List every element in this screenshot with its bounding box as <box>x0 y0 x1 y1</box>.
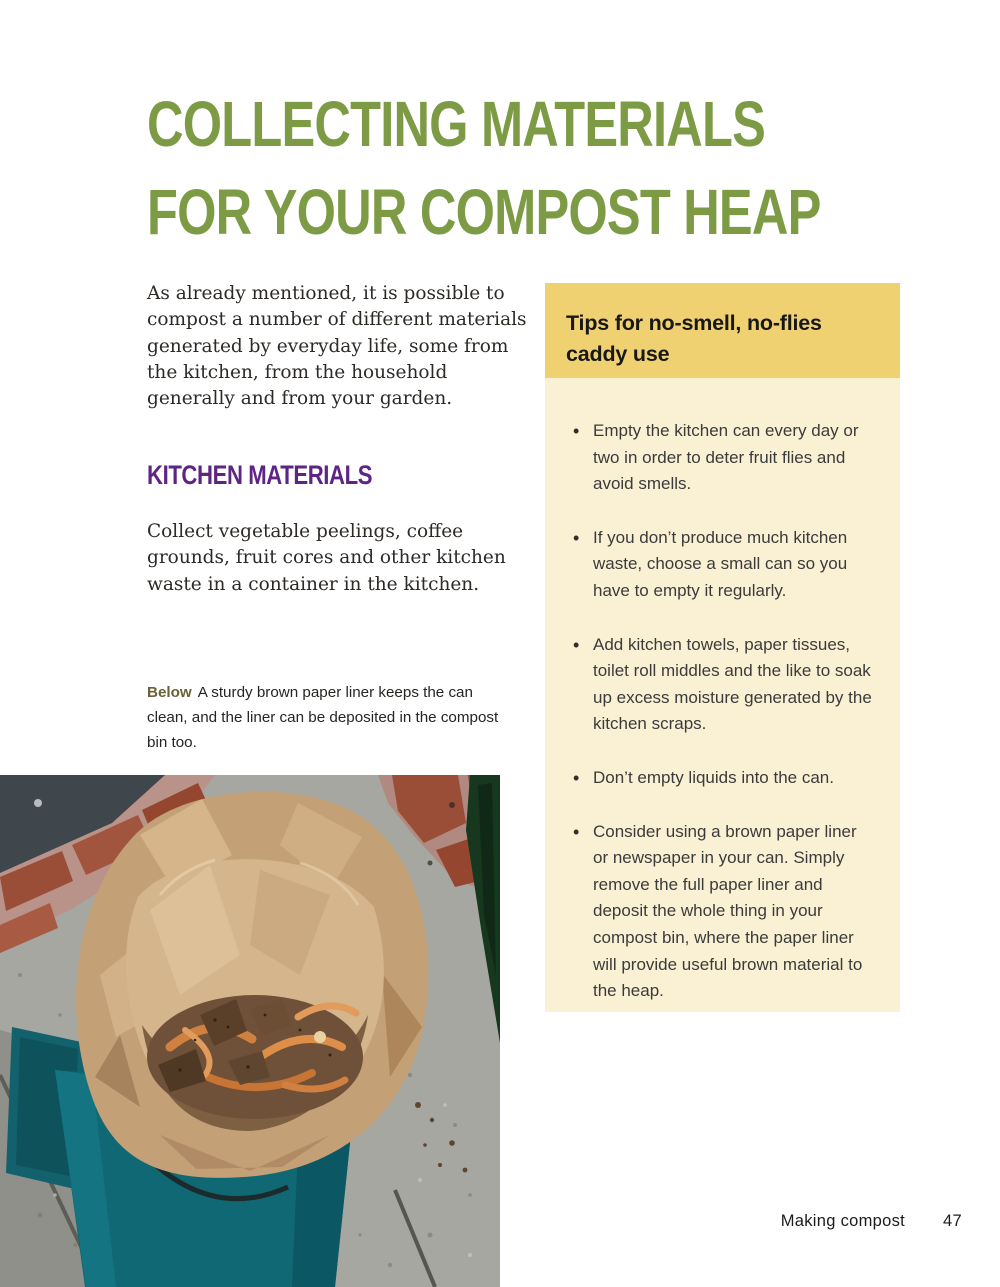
tips-list-item: • Don’t empty liquids into the can. <box>561 765 876 792</box>
page-title-line-2: FOR YOUR COMPOST HEAP <box>147 176 821 248</box>
paper-bag-liner <box>76 792 428 1178</box>
page-footer <box>781 1212 962 1231</box>
compost-caddy-illustration <box>0 775 500 1287</box>
tips-list-item: • If you don’t produce much kitchen waste, choose a small can so you have to empty it regularly. <box>561 525 876 605</box>
footer-page-number: 47 <box>943 1212 962 1230</box>
page-title <box>147 80 1000 256</box>
caption-text: A sturdy brown paper liner keeps the can clean, and the liner can be deposited in the compost bin too. <box>147 684 499 751</box>
tips-title: Tips for no-smell, no-flies caddy use <box>566 311 822 366</box>
tips-list <box>561 418 876 1005</box>
tips-list-item: • Add kitchen towels, paper tissues, toilet roll middles and the like to soak up excess moisture generated by the kitchen scraps. <box>561 632 876 738</box>
tips-list-item: • Empty the kitchen can every day or two in order to deter fruit flies and avoid smells. <box>561 418 876 498</box>
vegetable-peelings <box>147 995 363 1119</box>
kitchen-materials-heading: KITCHEN MATERIALS <box>147 460 373 490</box>
kitchen-materials-paragraph: Collect vegetable peelings, coffee grounds, fruit cores and other kitchen waste in a container in the kitchen. <box>147 521 506 595</box>
photo-caption <box>147 681 515 755</box>
intro-paragraph: As already mentioned, it is possible to compost a number of different materials generated by everyday life, some from the kitchen, from the household generally and from your garden. <box>147 283 527 410</box>
tips-sidebar-header <box>545 283 900 378</box>
tips-sidebar-body <box>545 378 900 1012</box>
footer-section-title: Making compost <box>780 1212 906 1230</box>
page-title-line-1: COLLECTING MATERIALS <box>147 88 766 160</box>
compost-caddy-photo <box>0 775 500 1287</box>
caption-label: Below <box>147 684 192 701</box>
tips-sidebar <box>545 283 900 1012</box>
tips-list-item: • Consider using a brown paper liner or newspaper in your can. Simply remove the full paper liner and deposit the whole thing in your compost bin, where the paper liner will provide useful brown material to the heap. <box>561 819 876 1005</box>
